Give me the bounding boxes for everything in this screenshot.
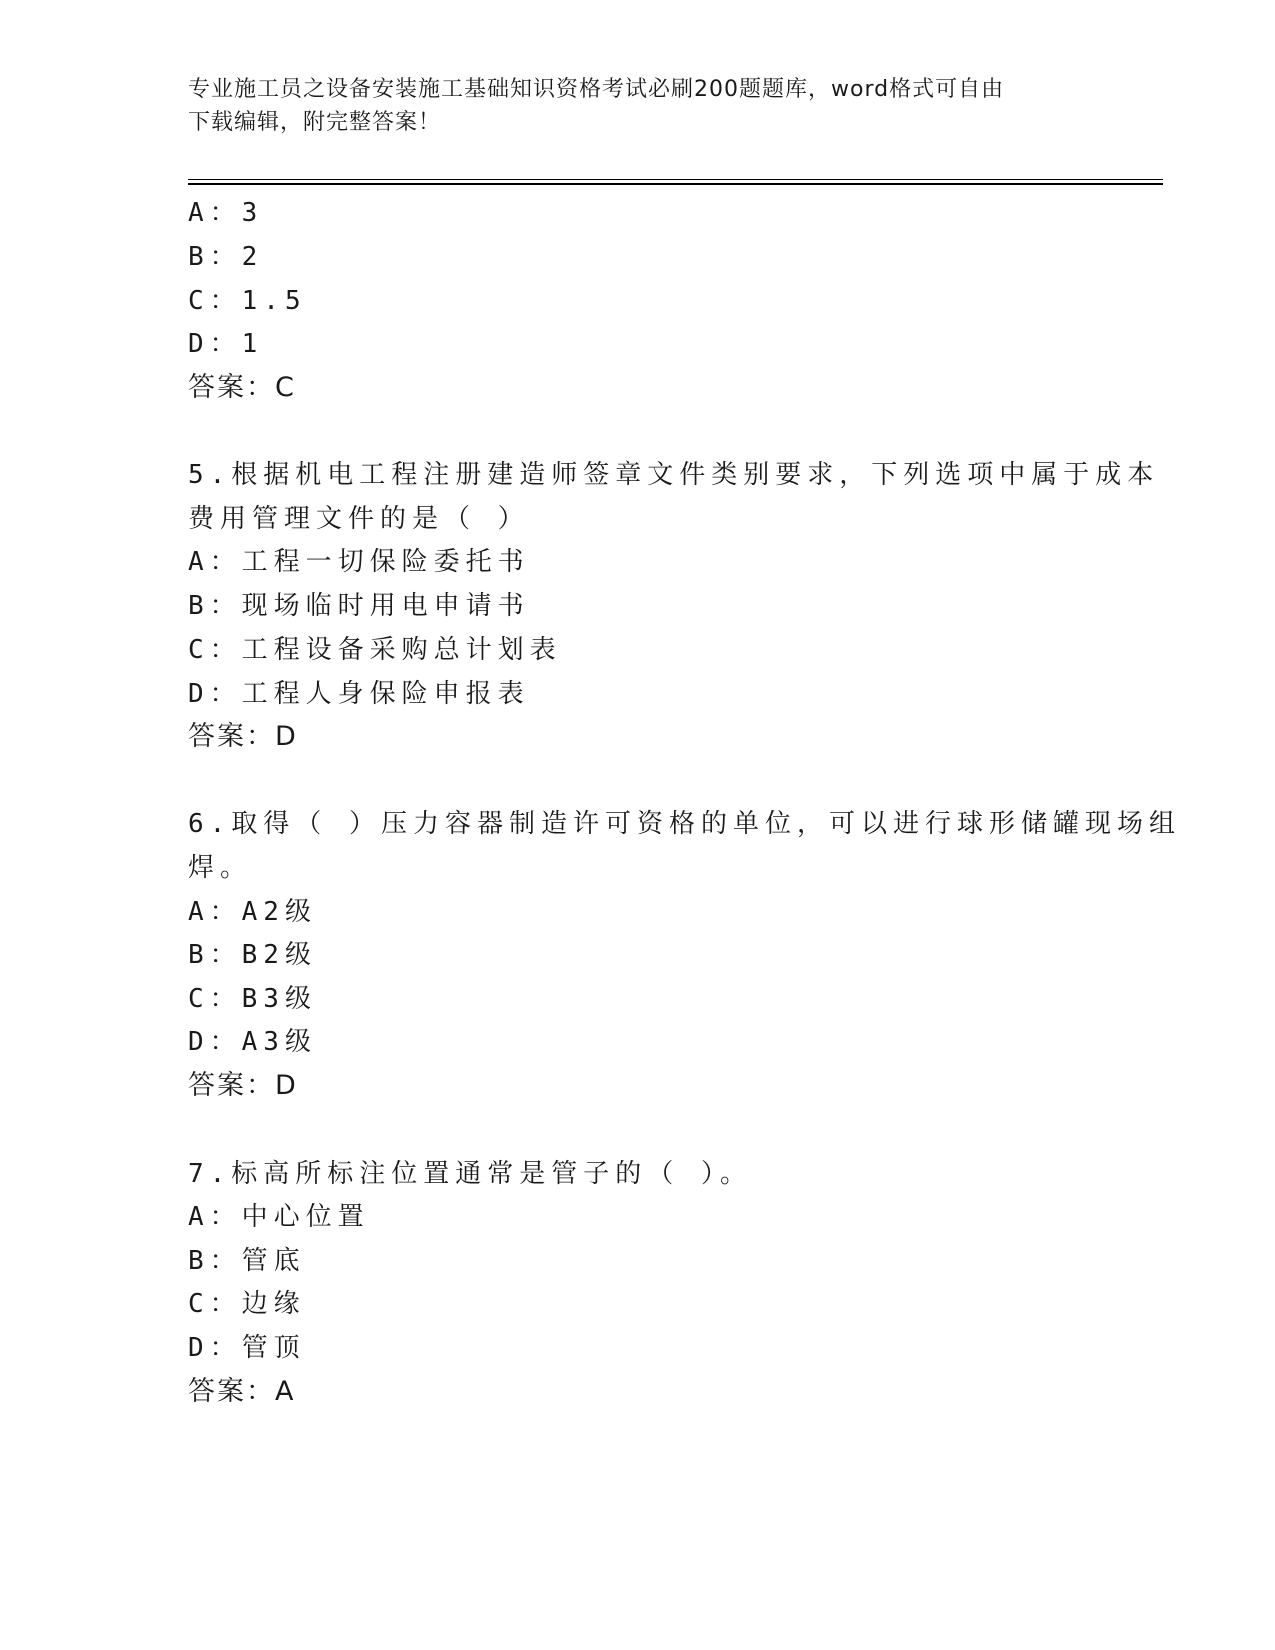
- answer: 答案：D: [188, 1070, 298, 1101]
- option-c: C：B3级: [188, 984, 317, 1014]
- option-d: D：A3级: [188, 1027, 317, 1057]
- answer: 答案：C: [188, 372, 296, 403]
- option-b: B：B2级: [188, 940, 317, 970]
- option-c: C：工程设备采购总计划表: [188, 635, 562, 665]
- option-a: A：中心位置: [188, 1202, 370, 1232]
- answer: 答案：A: [188, 1376, 296, 1407]
- option-a: A：工程一切保险委托书: [188, 547, 530, 577]
- header-rule-thin: [188, 179, 1163, 180]
- question-text-line-1: 6.取得（ ）压力容器制造许可资格的单位，可以进行球形储罐现场组: [188, 809, 1181, 839]
- title-line-1: 专业施工员之设备安装施工基础知识资格考试必刷200题题库，word格式可自由: [188, 77, 1005, 102]
- option-b: B：2: [188, 242, 264, 272]
- option-d: D：工程人身保险申报表: [188, 679, 530, 709]
- question-text-line-1: 5.根据机电工程注册建造师签章文件类别要求，下列选项中属于成本: [188, 460, 1160, 490]
- option-a: A：3: [188, 198, 264, 228]
- question-text-line-2: 焊。: [188, 853, 253, 883]
- option-b: B：现场临时用电申请书: [188, 591, 530, 621]
- option-d: D：1: [188, 329, 264, 359]
- question-text-line-1: 7.标高所标注位置通常是管子的（ ）。: [188, 1159, 752, 1189]
- title-line-2: 下载编辑，附完整答案！: [188, 110, 442, 135]
- answer: 答案：D: [188, 721, 298, 752]
- option-c: C：边缘: [188, 1289, 306, 1319]
- header-rule-thick: [188, 183, 1163, 185]
- option-d: D：管顶: [188, 1333, 306, 1363]
- option-a: A：A2级: [188, 897, 317, 927]
- option-b: B：管底: [188, 1246, 306, 1276]
- question-text-line-2: 费用管理文件的是（ ）: [188, 504, 530, 534]
- document-title: [188, 73, 1088, 139]
- option-c: C：1.5: [188, 286, 307, 316]
